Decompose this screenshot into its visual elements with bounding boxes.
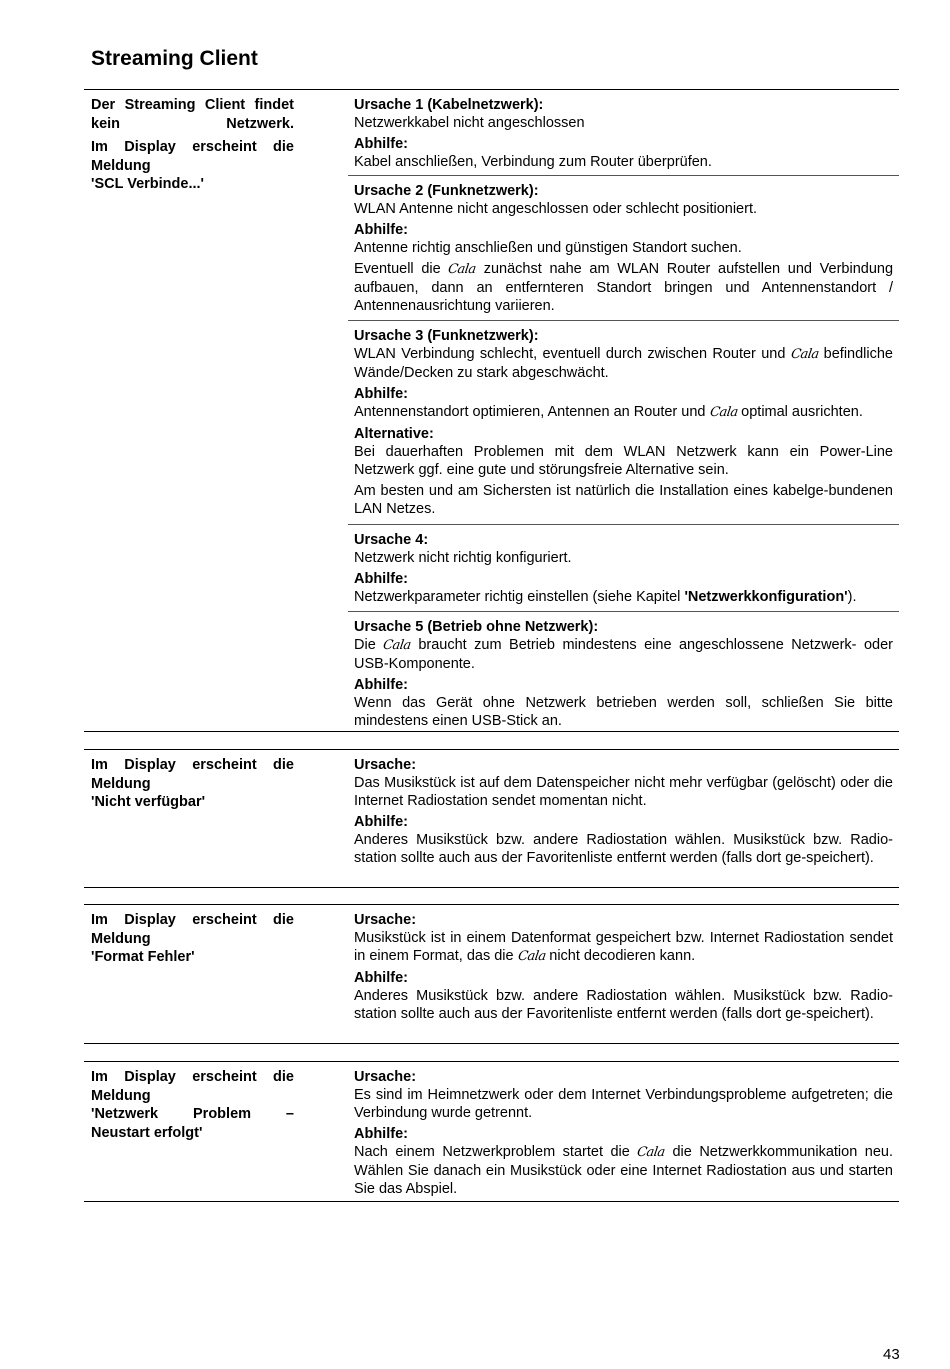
page-title: Streaming Client <box>91 47 258 70</box>
cause-block <box>348 905 899 1030</box>
cause-block <box>348 1062 899 1205</box>
cause-text: Das Musikstück ist auf dem Datenspeicher nicht mehr verfügbar (gelöscht) oder die Internet Radiostation sendet momentan nicht. <box>354 775 893 809</box>
remedy-text: Kabel anschließen, Verbindung zum Router überprüfen. <box>354 154 712 170</box>
cause-text: WLAN Antenne nicht angeschlossen oder schlecht positioniert. <box>354 201 758 217</box>
alternative-heading: Alternative: <box>354 426 434 442</box>
problem-text: Der Streaming Client findet kein Netzwerk. <box>91 97 294 132</box>
chapter-reference: 'Netzwerkkonfiguration' <box>684 589 848 605</box>
causes-column <box>348 750 899 874</box>
cause-heading: Ursache 3 (Funknetzwerk): <box>354 328 539 344</box>
cause-heading: Ursache 4: <box>354 532 429 548</box>
cala-logo: Cala <box>789 347 820 362</box>
cause-heading: Ursache: <box>354 1069 417 1085</box>
problem-message: 'Netzwerk Problem – Neustart erfolgt' <box>91 1106 294 1141</box>
text-fragment: Netzwerkparameter richtig einstellen (siehe Kapitel <box>354 589 681 605</box>
remedy-heading: Abhilfe: <box>354 386 408 402</box>
cause-text <box>354 929 893 966</box>
cause-block <box>348 750 899 874</box>
remedy-text <box>354 588 893 606</box>
problem-message: 'Nicht verfügbar' <box>91 794 206 810</box>
cala-logo: Cala <box>708 405 739 420</box>
problem-message: 'Format Fehler' <box>91 949 195 965</box>
remedy-text <box>354 1143 893 1198</box>
text-fragment: braucht zum Betrieb mindestens eine angeschlossene Netzwerk- oder USB-Komponente. <box>354 637 894 672</box>
text-fragment: zunächst nahe am WLAN Router aufstellen und Verbindung aufbauen, dann an entfernteren Standort bringen und Antennenstandort / Antennenausrichtung variieren. <box>354 261 894 314</box>
cause-block <box>348 321 899 525</box>
cause-heading: Ursache 5 (Betrieb ohne Netzwerk): <box>354 619 599 635</box>
cala-logo: Cala <box>382 638 412 653</box>
remedy-heading: Abhilfe: <box>354 970 408 986</box>
text-fragment: Nach einem Netzwerkproblem startet die <box>354 1144 630 1160</box>
remedy-heading: Abhilfe: <box>354 814 408 830</box>
remedy-heading: Abhilfe: <box>354 677 408 693</box>
text-fragment: befindliche Wände/Decken zu stark abgeschwächt. <box>354 346 893 381</box>
troubleshoot-section-no-network <box>84 89 899 732</box>
cause-text <box>354 345 893 382</box>
cause-heading: Ursache 1 (Kabelnetzwerk): <box>354 97 544 113</box>
problem-message: 'SCL Verbinde...' <box>91 176 204 192</box>
problem-description <box>91 1068 294 1147</box>
alternative-text: Am besten und am Sichersten ist natürlich die Installation eines kabelge-bundenen LAN Netzes. <box>354 483 893 517</box>
cause-text: Es sind im Heimnetzwerk oder dem Internet Verbindungsprobleme aufgetreten; die Verbindung wurde getrennt. <box>354 1087 893 1121</box>
text-fragment: nicht decodieren kann. <box>549 948 696 964</box>
text-fragment: Antennenstandort optimieren, Antennen an Router und <box>354 404 706 420</box>
remedy-text <box>354 403 893 422</box>
remedy-heading: Abhilfe: <box>354 222 408 238</box>
text-fragment: ). <box>847 589 857 605</box>
remedy-heading: Abhilfe: <box>354 136 408 152</box>
remedy-text <box>354 260 893 315</box>
problem-description <box>91 756 294 817</box>
problem-text: Im Display erscheint die Meldung <box>91 1069 294 1104</box>
causes-column <box>348 1062 899 1205</box>
cause-block <box>348 176 899 321</box>
remedy-text: Wenn das Gerät ohne Netzwerk betrieben werden soll, schließen Sie bitte mindestens einen USB-Stick an. <box>354 695 893 729</box>
cause-heading: Ursache 2 (Funknetzwerk): <box>354 183 539 199</box>
causes-column <box>348 905 899 1030</box>
page-number: 43 <box>883 1346 900 1363</box>
cala-logo: Cala <box>516 949 547 964</box>
remedy-text: Antenne richtig anschließen und günstigen Standort suchen. <box>354 240 742 256</box>
troubleshoot-section-format-error <box>84 904 899 1044</box>
problem-text: Im Display erscheint die Meldung <box>91 912 294 947</box>
cause-block <box>348 90 899 176</box>
cause-heading: Ursache: <box>354 757 417 773</box>
cause-block <box>348 525 899 612</box>
text-fragment: optimal ausrichten. <box>741 404 863 420</box>
cause-text: Netzwerkkabel nicht angeschlossen <box>354 115 585 131</box>
problem-description <box>91 96 294 199</box>
cala-logo: Cala <box>447 262 478 277</box>
cause-block <box>348 612 899 730</box>
text-fragment: die Netzwerkkommunikation neu. Wählen Sie danach ein Musikstück oder eine Internet Radiostation aus und starten Sie das Abspiel. <box>354 1144 893 1197</box>
cause-text: Netzwerk nicht richtig konfiguriert. <box>354 550 572 566</box>
problem-text: Im Display erscheint die Meldung <box>91 757 294 792</box>
remedy-heading: Abhilfe: <box>354 571 408 587</box>
text-fragment: Eventuell die <box>354 261 441 277</box>
text-fragment: Die <box>354 637 376 653</box>
cause-heading: Ursache: <box>354 912 417 928</box>
causes-column <box>348 90 899 730</box>
text-fragment: WLAN Verbindung schlecht, eventuell durch zwischen Router und <box>354 346 786 362</box>
text-fragment: Musikstück ist in einem Datenformat gespeichert bzw. Internet Radiostation sendet in einem Format, das die <box>354 930 893 964</box>
alternative-text: Bei dauerhaften Problemen mit dem WLAN Netzwerk kann ein Power-Line Netzwerk ggf. eine gute und störungsfreie Alternative sein. <box>354 444 893 478</box>
problem-text: Im Display erscheint die Meldung <box>91 139 294 174</box>
remedy-text: Anderes Musikstück bzw. andere Radiostation wählen. Musikstück bzw. Radio-station sollte auch aus der Favoritenliste entfernt werden (falls dort ge-speichert). <box>354 832 893 866</box>
troubleshoot-section-network-problem <box>84 1061 899 1202</box>
remedy-heading: Abhilfe: <box>354 1126 408 1142</box>
remedy-text: Anderes Musikstück bzw. andere Radiostation wählen. Musikstück bzw. Radio-station sollte auch aus der Favoritenliste entfernt werden (falls dort ge-speichert). <box>354 988 893 1022</box>
cause-text <box>354 636 893 673</box>
cala-logo: Cala <box>636 1145 667 1160</box>
troubleshoot-section-not-available <box>84 749 899 888</box>
problem-description <box>91 911 294 972</box>
